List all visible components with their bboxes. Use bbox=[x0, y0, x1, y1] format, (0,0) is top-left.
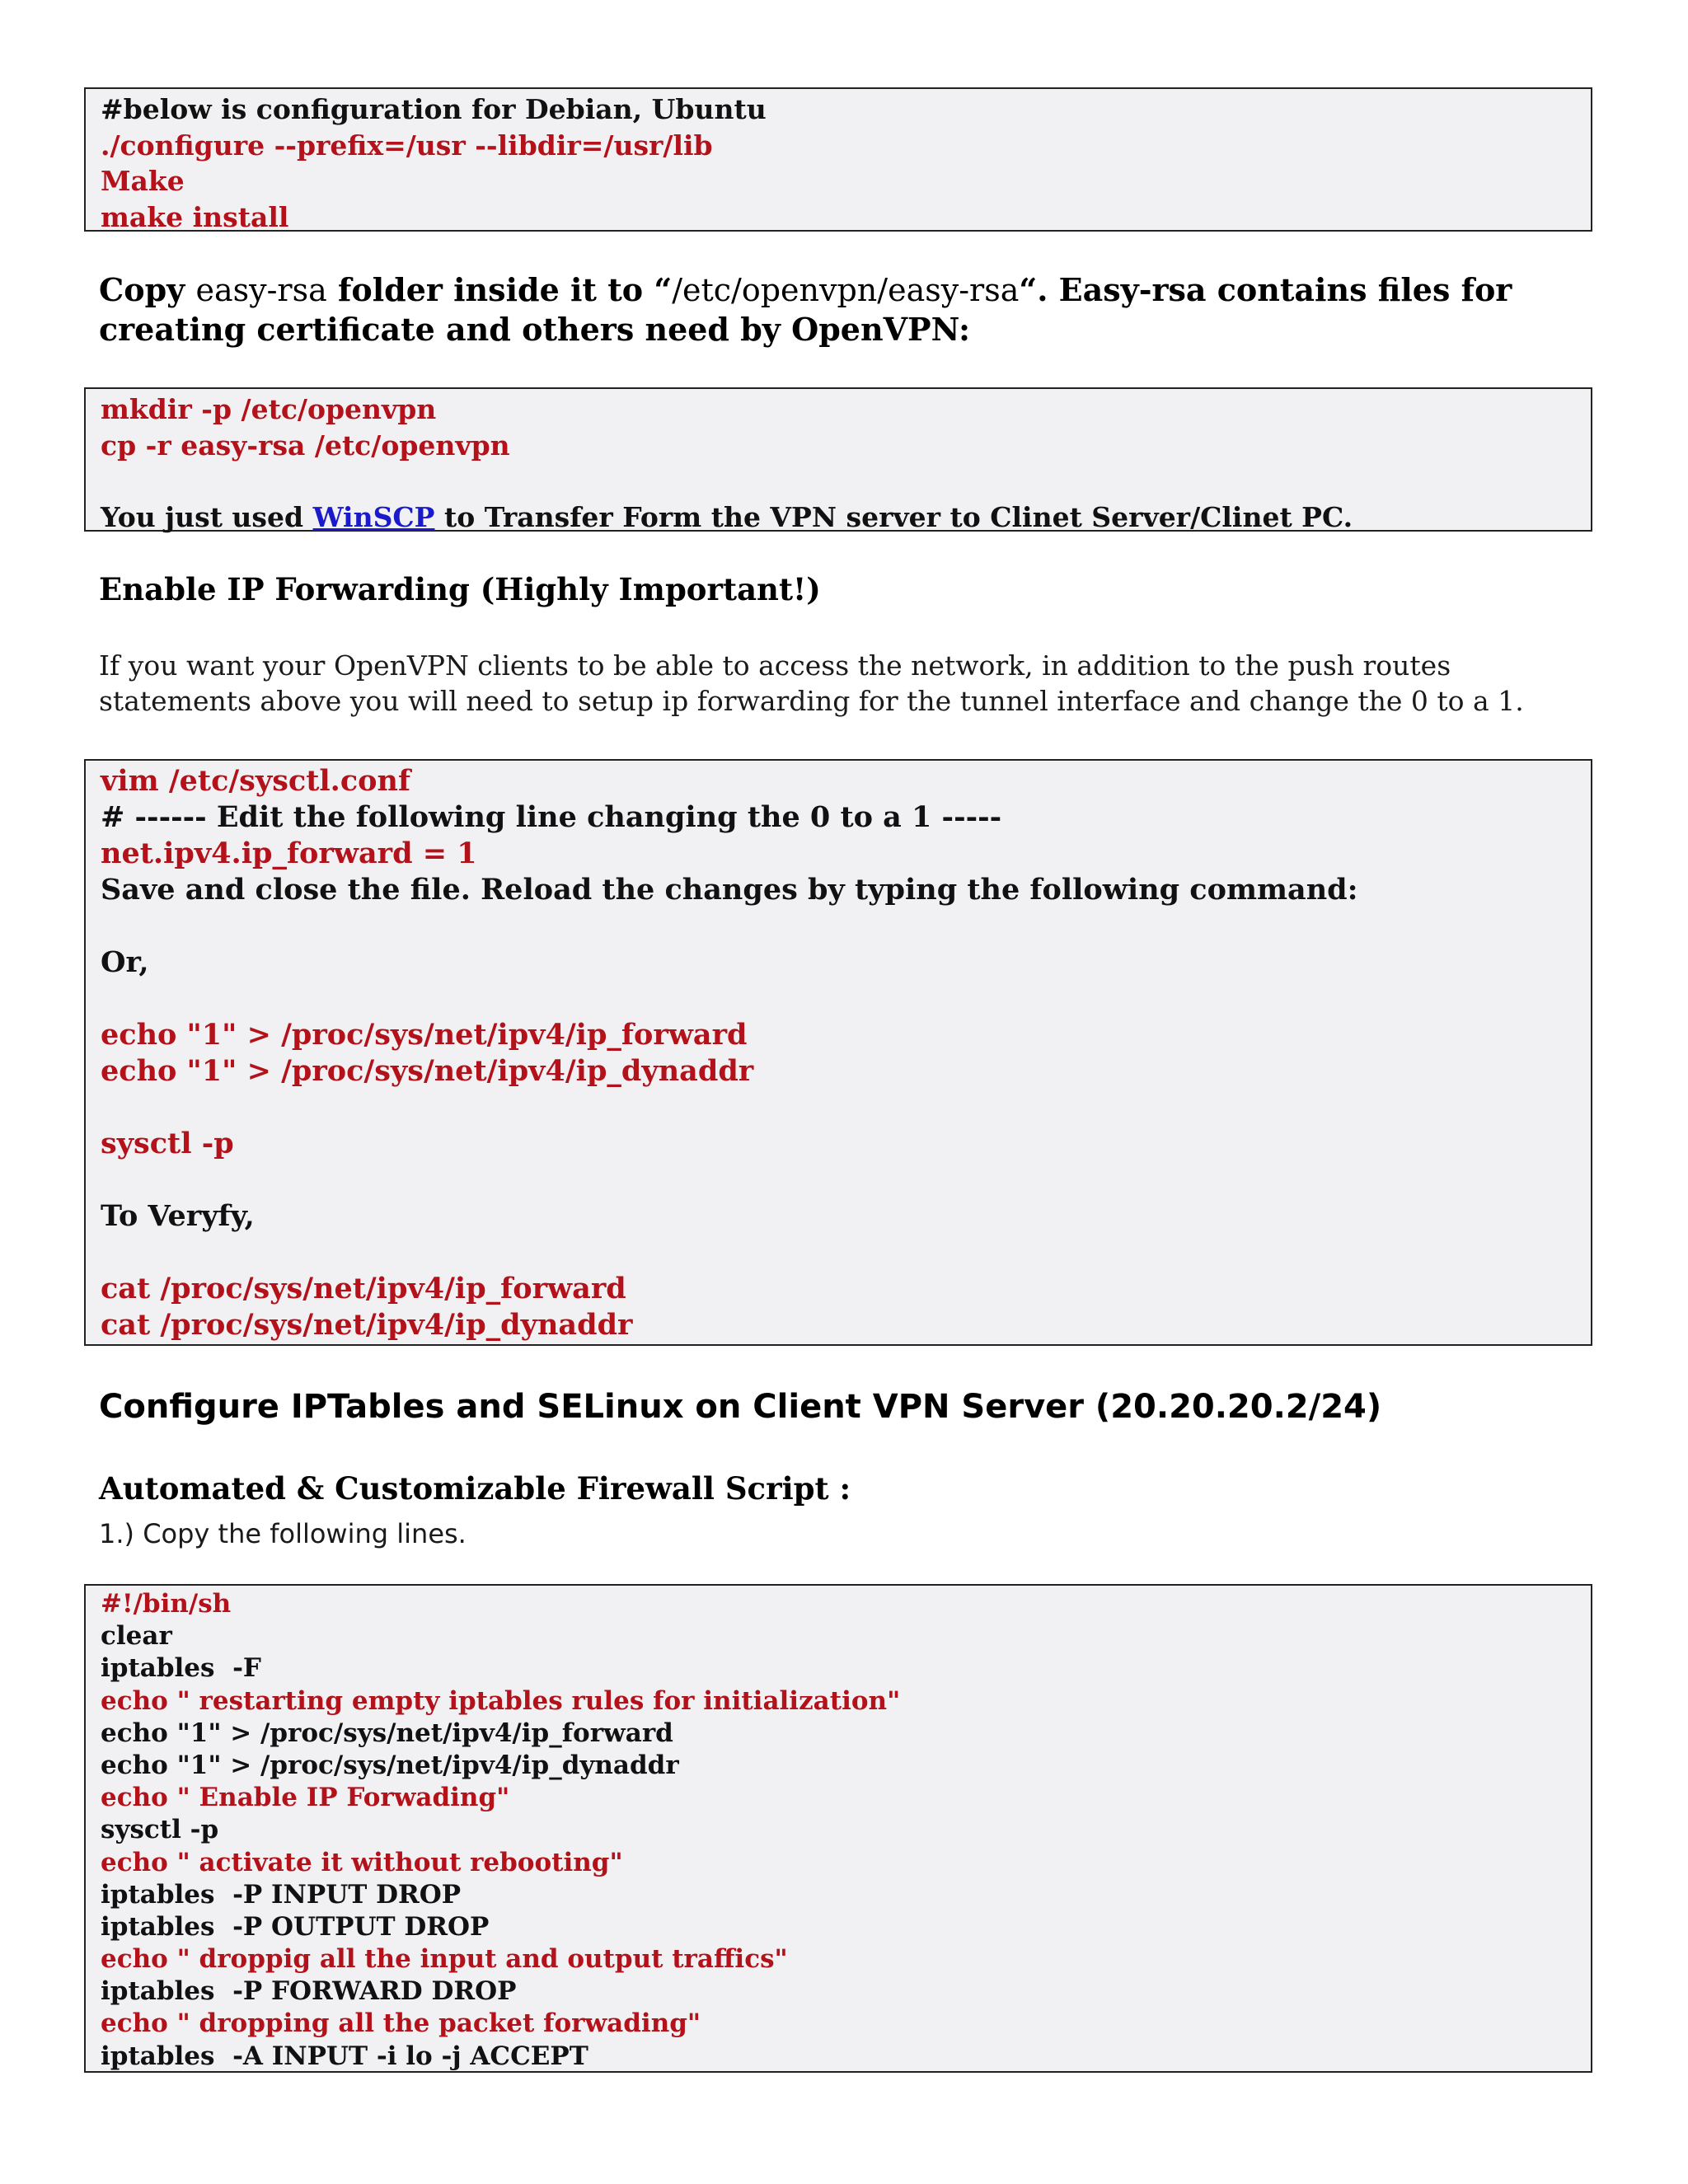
code-box-firewall-script bbox=[84, 1584, 1592, 2073]
code-line: cat /proc/sys/net/ipv4/ip_forward bbox=[101, 1272, 626, 1305]
script-line: echo "1" > /proc/sys/net/ipv4/ip_dynaddr bbox=[101, 1750, 679, 1780]
step-copy-lines: 1.) Copy the following lines. bbox=[99, 1518, 467, 1549]
copy-easy-rsa-paragraph: Copy easy-rsa folder inside it to “/etc/openvpn/easy-rsa“. Easy-rsa contains files for creating certificate and others need by OpenVPN: bbox=[99, 271, 1512, 348]
code-box-copy bbox=[84, 387, 1592, 532]
code-comment: #below is configuration for Debian, Ubuntu bbox=[101, 93, 767, 125]
script-line: echo " activate it without rebooting" bbox=[101, 1847, 623, 1877]
code-line: echo "1" > /proc/sys/net/ipv4/ip_dynaddr bbox=[101, 1054, 754, 1088]
code-line: ./configure --prefix=/usr --libdir=/usr/lib bbox=[101, 129, 713, 162]
winscp-note: You just used WinSCP to Transfer Form the VPN server to Clinet Server/Clinet PC. bbox=[101, 500, 1353, 533]
code-note: To Veryfy, bbox=[101, 1199, 255, 1233]
script-line: sysctl -p bbox=[101, 1815, 219, 1845]
script-line: clear bbox=[101, 1621, 172, 1652]
script-line: echo " restarting empty iptables rules for initialization" bbox=[101, 1685, 901, 1716]
code-line: vim /etc/sysctl.conf bbox=[101, 764, 411, 798]
code-line: mkdir -p /etc/openvpn bbox=[101, 393, 437, 425]
code-note: Save and close the file. Reload the changes by typing the following command: bbox=[101, 873, 1358, 907]
script-line: #!/bin/sh bbox=[101, 1589, 232, 1619]
script-line: echo " droppig all the input and output traffics" bbox=[101, 1944, 788, 1975]
code-line: cat /proc/sys/net/ipv4/ip_dynaddr bbox=[101, 1308, 633, 1342]
winscp-link[interactable]: WinSCP bbox=[312, 500, 435, 533]
ip-forwarding-paragraph: If you want your OpenVPN clients to be able to access the network, in addition to the push routes statements above you will need to setup ip forwarding for the tunnel interface and change the 0 to a 1. bbox=[99, 649, 1524, 717]
script-line: iptables -P FORWARD DROP bbox=[101, 1976, 517, 2007]
code-line: make install bbox=[101, 200, 289, 233]
code-line: echo "1" > /proc/sys/net/ipv4/ip_forward bbox=[101, 1018, 748, 1052]
script-line: echo " dropping all the packet forwading" bbox=[101, 2008, 701, 2039]
code-line: sysctl -p bbox=[101, 1127, 234, 1160]
script-line: echo " Enable IP Forwading" bbox=[101, 1783, 510, 1813]
script-line: iptables -F bbox=[101, 1653, 261, 1684]
script-line: iptables -P OUTPUT DROP bbox=[101, 1911, 490, 1942]
code-line: cp -r easy-rsa /etc/openvpn bbox=[101, 429, 510, 462]
script-line: echo "1" > /proc/sys/net/ipv4/ip_forward bbox=[101, 1718, 673, 1748]
code-box-sysctl bbox=[84, 759, 1592, 1346]
script-line: iptables -P INPUT DROP bbox=[101, 1879, 462, 1910]
section-heading-ip-forwarding: Enable IP Forwarding (Highly Important!) bbox=[99, 571, 821, 607]
code-note: Or, bbox=[101, 945, 149, 979]
code-line: Make bbox=[101, 165, 185, 197]
section-heading-firewall-script: Automated & Customizable Firewall Script : bbox=[99, 1470, 851, 1507]
section-heading-configure-iptables: Configure IPTables and SELinux on Client VPN Server (20.20.20.2/24) bbox=[99, 1388, 1382, 1426]
code-box-configure bbox=[84, 87, 1592, 232]
code-comment: # ------ Edit the following line changing the 0 to a 1 ----- bbox=[101, 800, 1002, 834]
code-line: net.ipv4.ip_forward = 1 bbox=[101, 837, 477, 870]
script-line: iptables -A INPUT -i lo -j ACCEPT bbox=[101, 2041, 588, 2071]
